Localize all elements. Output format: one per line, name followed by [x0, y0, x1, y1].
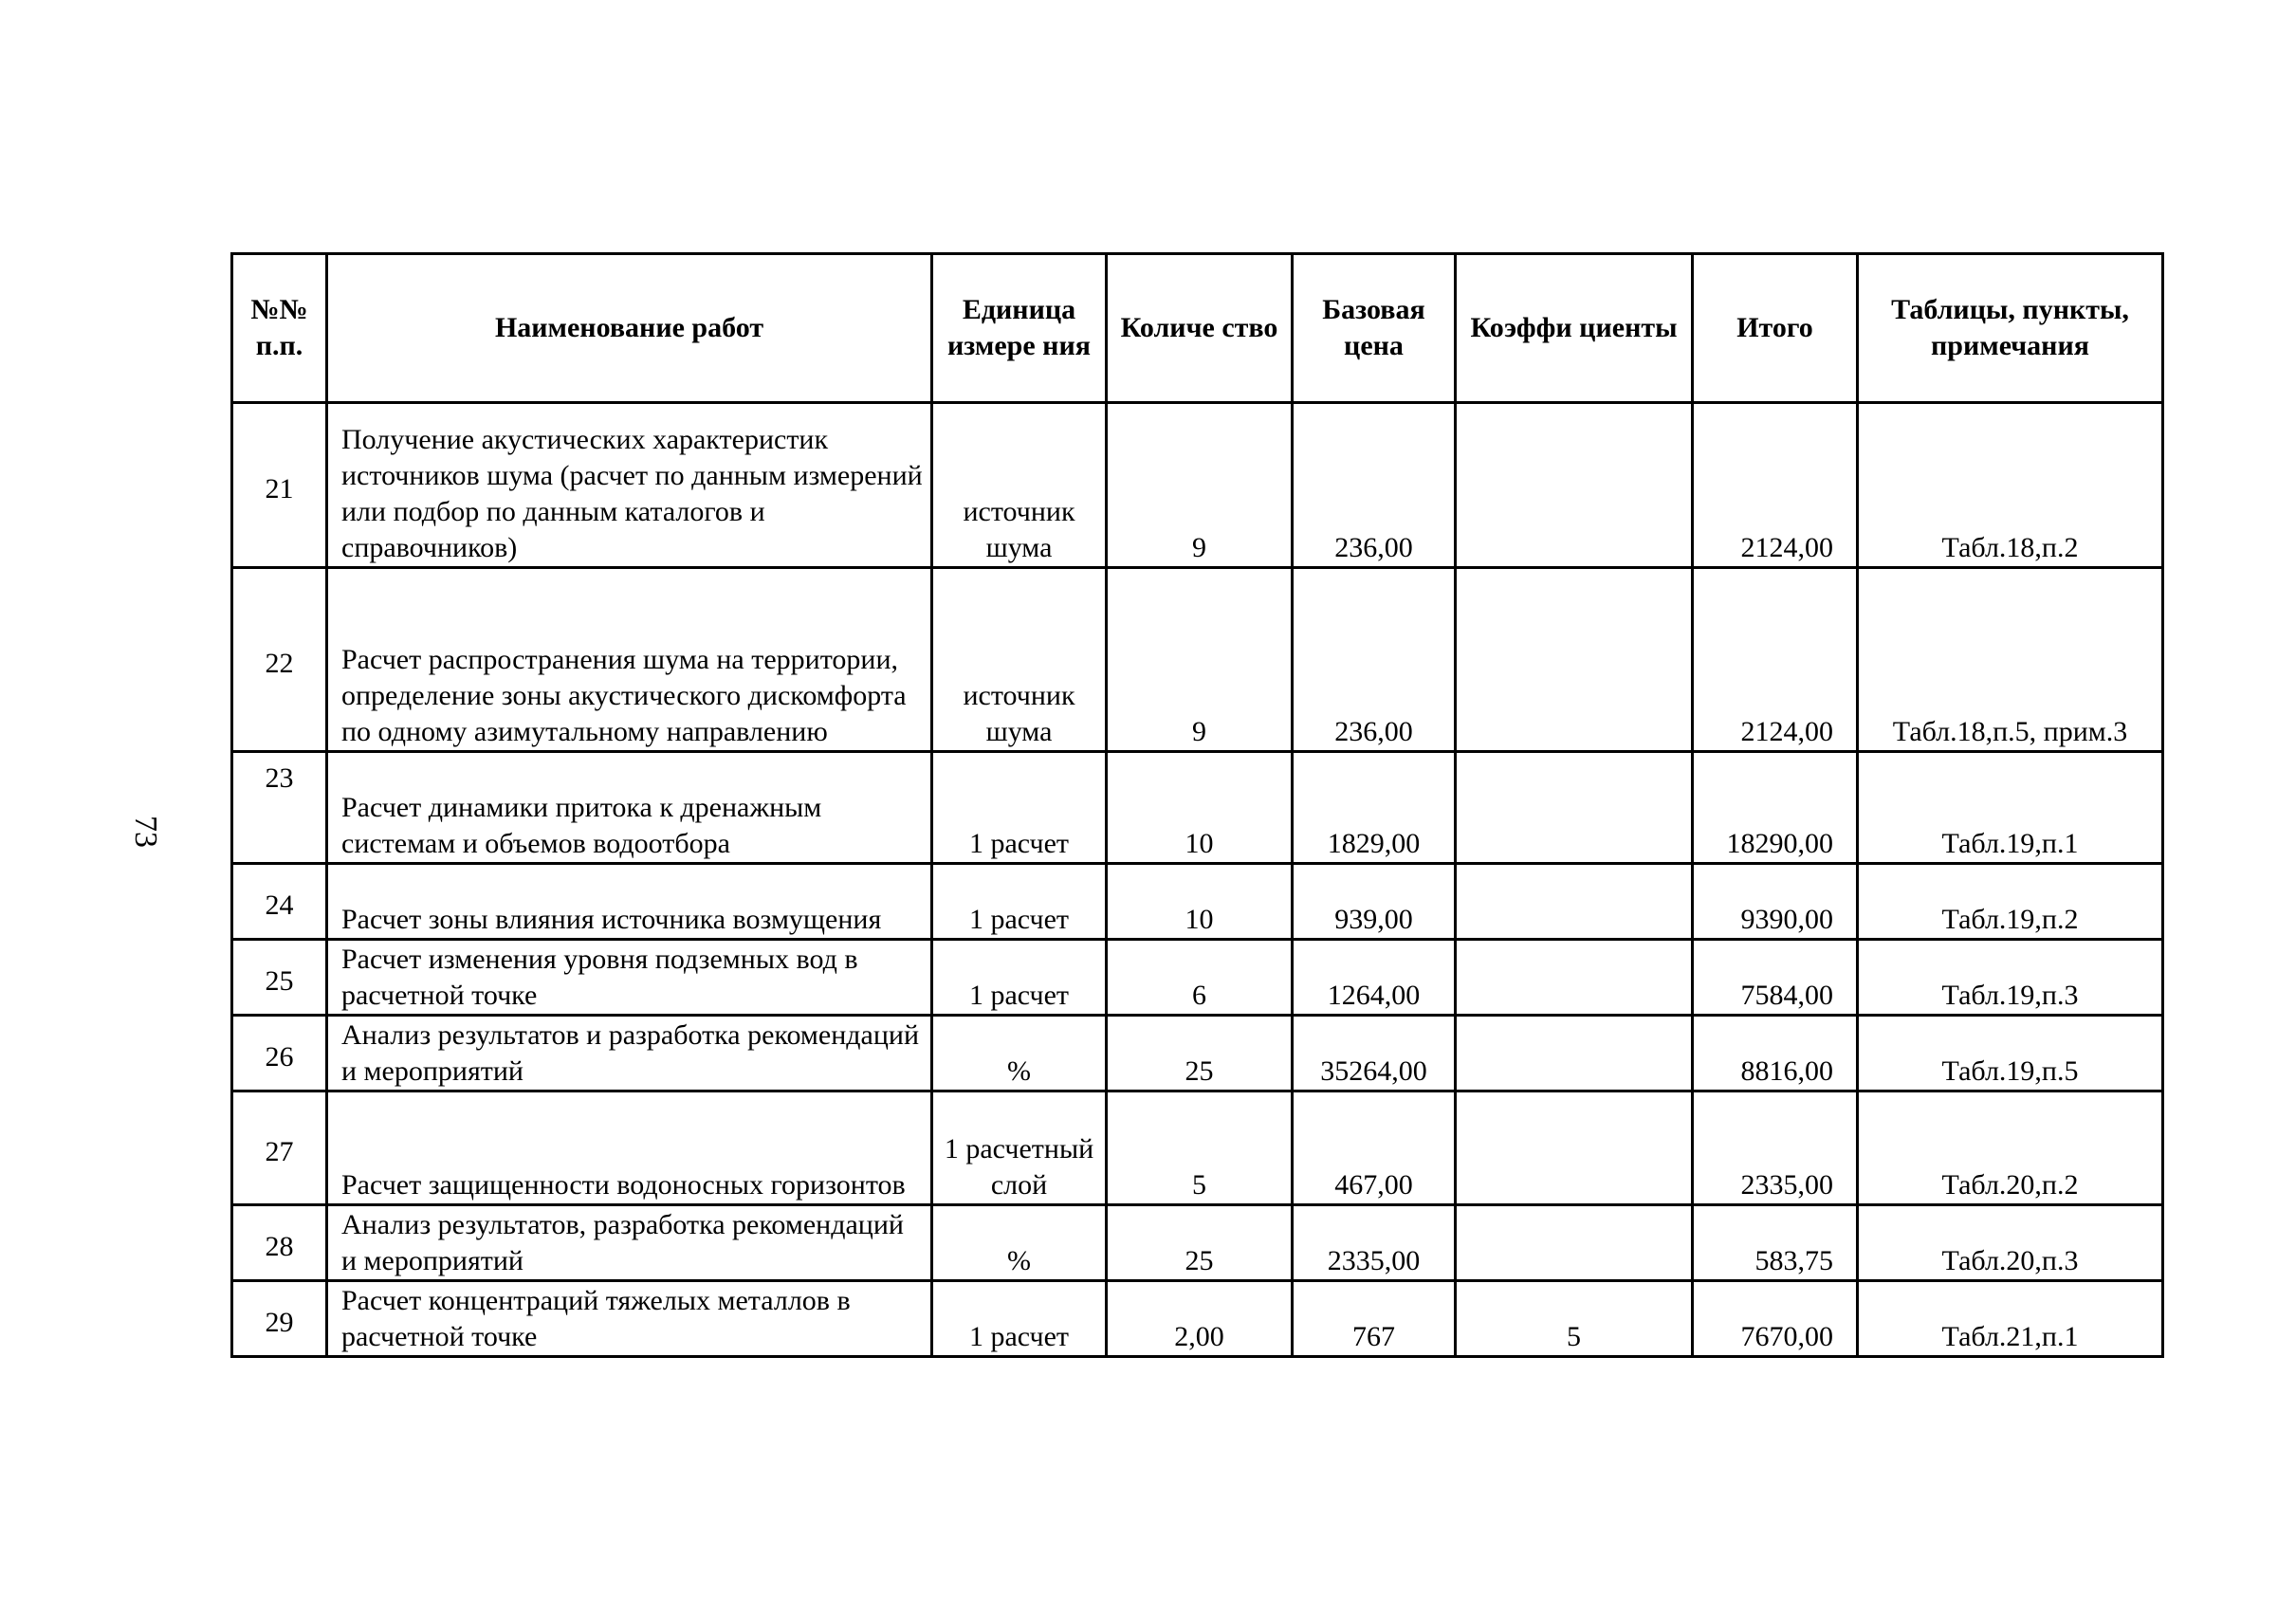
page-number: 73	[128, 816, 163, 848]
cell-qty: 10	[1107, 864, 1293, 940]
cell-coef	[1456, 1091, 1693, 1205]
table-row	[232, 568, 2163, 752]
table-row	[232, 1091, 2163, 1205]
cell-coef	[1456, 568, 1693, 752]
table-row	[232, 752, 2163, 864]
cell-price: 467,00	[1293, 1091, 1456, 1205]
cell-name: Анализ результатов и разработка рекомендаций и мероприятий	[327, 1016, 932, 1091]
cell-name: Расчет динамики притока к дренажным системам и объемов водоотбора	[327, 752, 932, 864]
cell-coef: 5	[1456, 1281, 1693, 1357]
header-total: Итого	[1693, 254, 1858, 403]
cell-qty: 9	[1107, 403, 1293, 568]
cell-price: 236,00	[1293, 568, 1456, 752]
header-unit: Единица измере ния	[932, 254, 1107, 403]
cell-unit: 1 расчет	[932, 864, 1107, 940]
cell-coef	[1456, 403, 1693, 568]
cell-total: 7584,00	[1693, 940, 1858, 1016]
cell-notes: Табл.21,п.1	[1858, 1281, 2163, 1357]
table-row	[232, 864, 2163, 940]
table-header-row	[232, 254, 2163, 403]
cell-name: Расчет распространения шума на территории, определение зоны акустического дискомфорта по одному азимутальному направлению	[327, 568, 932, 752]
cell-no: 21	[232, 403, 327, 568]
cell-unit: %	[932, 1016, 1107, 1091]
cell-coef	[1456, 752, 1693, 864]
cell-no: 23	[232, 752, 327, 864]
cell-unit: источник шума	[932, 403, 1107, 568]
cell-name: Получение акустических характеристик источников шума (расчет по данным измерений или подбор по данным каталогов и справочников)	[327, 403, 932, 568]
cell-notes: Табл.19,п.5	[1858, 1016, 2163, 1091]
cell-no: 28	[232, 1205, 327, 1281]
cell-name: Расчет изменения уровня подземных вод в расчетной точке	[327, 940, 932, 1016]
cell-qty: 25	[1107, 1016, 1293, 1091]
cell-price: 1264,00	[1293, 940, 1456, 1016]
header-coef: Коэффи циенты	[1456, 254, 1693, 403]
header-price: Базовая цена	[1293, 254, 1456, 403]
cell-price: 2335,00	[1293, 1205, 1456, 1281]
table-row	[232, 1205, 2163, 1281]
header-no: №№ п.п.	[232, 254, 327, 403]
cell-coef	[1456, 1205, 1693, 1281]
cell-unit: %	[932, 1205, 1107, 1281]
cell-notes: Табл.20,п.2	[1858, 1091, 2163, 1205]
cell-no: 25	[232, 940, 327, 1016]
cell-total: 2124,00	[1693, 403, 1858, 568]
cell-no: 24	[232, 864, 327, 940]
header-qty: Количе ство	[1107, 254, 1293, 403]
table-row	[232, 403, 2163, 568]
cell-name: Анализ результатов, разработка рекомендаций и мероприятий	[327, 1205, 932, 1281]
cell-unit: 1 расчет	[932, 752, 1107, 864]
cell-price: 939,00	[1293, 864, 1456, 940]
cell-price: 236,00	[1293, 403, 1456, 568]
cell-qty: 5	[1107, 1091, 1293, 1205]
cell-qty: 6	[1107, 940, 1293, 1016]
cell-qty: 10	[1107, 752, 1293, 864]
cell-no: 26	[232, 1016, 327, 1091]
cell-coef	[1456, 864, 1693, 940]
cell-name: Расчет зоны влияния источника возмущения	[327, 864, 932, 940]
cell-total: 7670,00	[1693, 1281, 1858, 1357]
cell-no: 29	[232, 1281, 327, 1357]
cell-notes: Табл.19,п.1	[1858, 752, 2163, 864]
cell-price: 35264,00	[1293, 1016, 1456, 1091]
cell-name: Расчет концентраций тяжелых металлов в расчетной точке	[327, 1281, 932, 1357]
header-notes: Таблицы, пункты, примечания	[1858, 254, 2163, 403]
cell-total: 18290,00	[1693, 752, 1858, 864]
cell-no: 27	[232, 1091, 327, 1205]
table-row	[232, 1016, 2163, 1091]
cost-estimate-table	[230, 252, 2164, 1358]
cell-unit: 1 расчет	[932, 1281, 1107, 1357]
cell-total: 583,75	[1693, 1205, 1858, 1281]
cell-notes: Табл.19,п.2	[1858, 864, 2163, 940]
cell-notes: Табл.18,п.2	[1858, 403, 2163, 568]
cell-no: 22	[232, 568, 327, 752]
cell-qty: 25	[1107, 1205, 1293, 1281]
cell-total: 9390,00	[1693, 864, 1858, 940]
cell-coef	[1456, 1016, 1693, 1091]
cell-total: 8816,00	[1693, 1016, 1858, 1091]
cell-unit: 1 расчет	[932, 940, 1107, 1016]
table-row	[232, 940, 2163, 1016]
cell-qty: 2,00	[1107, 1281, 1293, 1357]
cell-total: 2335,00	[1693, 1091, 1858, 1205]
cell-notes: Табл.18,п.5, прим.3	[1858, 568, 2163, 752]
cell-notes: Табл.19,п.3	[1858, 940, 2163, 1016]
cell-qty: 9	[1107, 568, 1293, 752]
cell-name: Расчет защищенности водоносных горизонтов	[327, 1091, 932, 1205]
cell-price: 767	[1293, 1281, 1456, 1357]
cell-unit: источник шума	[932, 568, 1107, 752]
cell-unit: 1 расчетный слой	[932, 1091, 1107, 1205]
table-row	[232, 1281, 2163, 1357]
cell-notes: Табл.20,п.3	[1858, 1205, 2163, 1281]
cell-price: 1829,00	[1293, 752, 1456, 864]
header-name: Наименование работ	[327, 254, 932, 403]
cell-total: 2124,00	[1693, 568, 1858, 752]
cell-coef	[1456, 940, 1693, 1016]
